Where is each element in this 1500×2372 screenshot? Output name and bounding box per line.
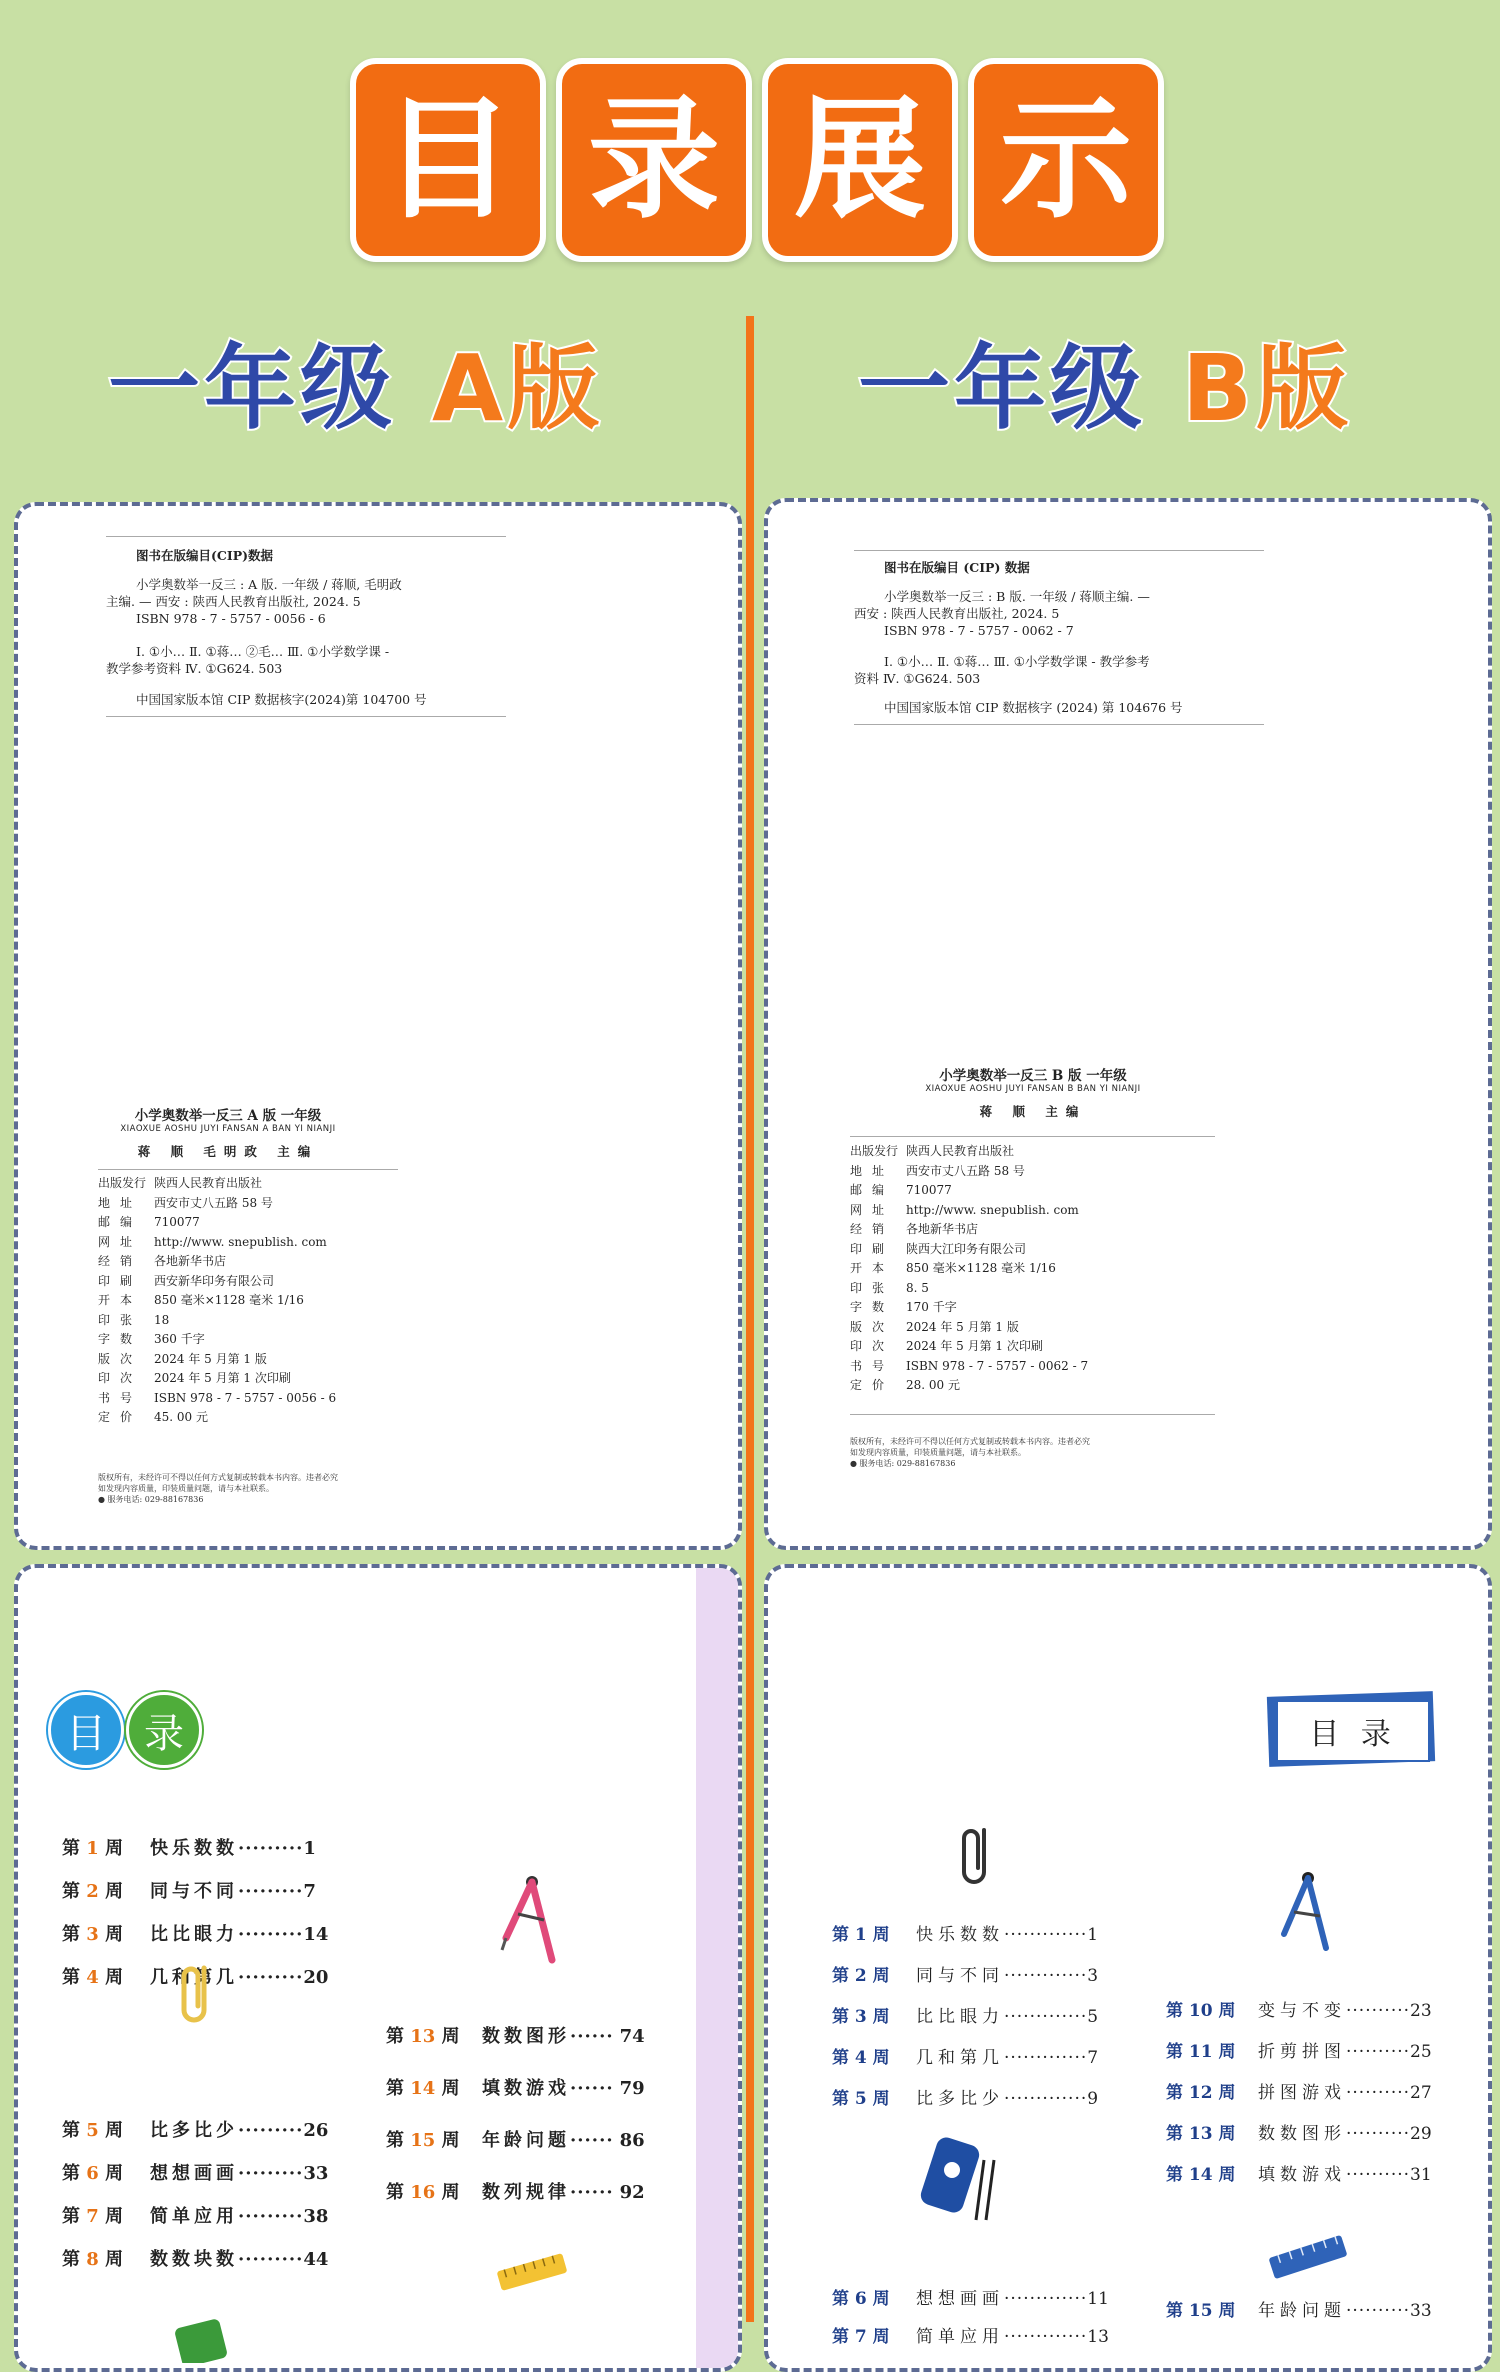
- toc-week: 第 15 周: [1166, 2301, 1236, 2321]
- cip-line: 西安 : 陕西人民教育出版社, 2024. 5: [854, 606, 1060, 621]
- info-value: 170 千字: [906, 1300, 957, 1314]
- service-phone: ● 服务电话: 029-88167836: [98, 1495, 204, 1504]
- toc-leader: ·········: [238, 2249, 304, 2270]
- info-row: [850, 1279, 1088, 1299]
- toc-entry[interactable]: [62, 2202, 328, 2228]
- toc-page-number: 27: [1410, 2083, 1432, 2103]
- toc-entry[interactable]: [386, 2178, 645, 2204]
- toc-leader: ·········: [238, 1967, 304, 1988]
- toc-week: 第 7 周: [62, 2206, 124, 2227]
- info-key: 邮编: [98, 1215, 143, 1229]
- toc-leader: ·········: [238, 1924, 304, 1945]
- info-row: [98, 1350, 336, 1370]
- week-number: 7: [86, 2206, 99, 2227]
- edition-a-heading: [108, 315, 603, 447]
- info-row: [850, 1376, 1088, 1396]
- toc-page-number: 20: [303, 1967, 329, 1988]
- publishing-info-a: [98, 1174, 336, 1428]
- toc-topic: 快乐数数: [150, 1838, 238, 1859]
- toc-leader: ··········: [1346, 2165, 1411, 2185]
- toc-topic: 数数图形: [482, 2026, 570, 2047]
- cip-line: ISBN 978 - 7 - 5757 - 0062 - 7: [884, 623, 1074, 638]
- info-value: 2024 年 5 月第 1 次印刷: [154, 1371, 291, 1385]
- cip-heading: 图书在版编目(CIP)数据: [136, 548, 274, 563]
- toc-leader: ·············: [1004, 2289, 1088, 2309]
- info-key: 版次: [850, 1319, 895, 1334]
- toc-leader: ··········: [1346, 2301, 1411, 2321]
- sharpener-icon: [914, 2120, 1024, 2230]
- info-key: 地址: [850, 1163, 895, 1178]
- cip-line: 教学参考资料 Ⅳ. ①G624. 503: [106, 661, 283, 676]
- book-title-block-b: [868, 1064, 1198, 1120]
- cip-page-b: [764, 498, 1492, 1550]
- toc-page-number: 86: [619, 2130, 645, 2151]
- toc-page-number: 31: [1410, 2165, 1432, 2185]
- book-title: 小学奥数举一反三 A 版 一年级: [134, 1108, 322, 1124]
- toc-page-b: [764, 1564, 1492, 2372]
- info-value: http://www. snepublish. com: [906, 1202, 1079, 1217]
- toc-entry[interactable]: [1166, 2296, 1432, 2321]
- toc-page-number: 3: [1087, 1966, 1099, 1986]
- toc-entry[interactable]: [62, 2159, 328, 2185]
- toc-page-number: 25: [1410, 2042, 1432, 2062]
- toc-week: 第 10 周: [1166, 2001, 1236, 2021]
- info-key: 书号: [850, 1358, 895, 1373]
- cip-line: ISBN 978 - 7 - 5757 - 0056 - 6: [136, 611, 326, 626]
- rule: [850, 1414, 1215, 1415]
- week-number: 3: [86, 1924, 99, 1945]
- info-key: 印刷: [850, 1241, 895, 1256]
- toc-leader: ··········: [1346, 2042, 1411, 2062]
- toc-week: 第 11 周: [1166, 2042, 1236, 2062]
- toc-week: 第 16 周: [386, 2182, 460, 2203]
- info-key: 版次: [98, 1351, 143, 1366]
- toc-page-a: [14, 1564, 742, 2372]
- toc-week: 第 3 周: [832, 2007, 890, 2027]
- cip-heading: 图书在版编目 (CIP) 数据: [884, 560, 1030, 575]
- edition-a-suffix: 版: [507, 335, 604, 442]
- toc-list-a: [18, 1568, 738, 2368]
- toc-topic: 年龄问题: [1258, 2301, 1346, 2321]
- toc-topic: 填数游戏: [1258, 2165, 1346, 2185]
- toc-leader: ··········: [1346, 2083, 1411, 2103]
- toc-page-number: 14: [303, 1924, 329, 1945]
- toc-leader: ······: [570, 2182, 614, 2203]
- info-key: 经销: [850, 1222, 895, 1236]
- toc-page-number: 11: [1087, 2289, 1109, 2309]
- toc-title-char: 录: [144, 1710, 184, 1757]
- toc-week: 第 6 周: [62, 2163, 124, 2184]
- toc-page-number: 38: [303, 2206, 329, 2227]
- toc-topic: 数数图形: [1258, 2124, 1346, 2144]
- toc-page-number: 92: [619, 2182, 645, 2203]
- cip-line: 小学奥数举一反三 : A 版. 一年级 / 蒋顺, 毛明政: [136, 577, 402, 592]
- toc-entry[interactable]: [62, 1877, 316, 1903]
- copyright-notice-a: [98, 1472, 478, 1505]
- toc-page-number: 29: [1410, 2124, 1432, 2144]
- book-title: 小学奥数举一反三 B 版 一年级: [939, 1068, 1127, 1084]
- toc-entry[interactable]: [1166, 1996, 1432, 2021]
- cip-line: Ⅰ. ①小… Ⅱ. ①蒋… Ⅲ. ①小学数学课 - 教学参考: [884, 654, 1150, 669]
- toc-topic: 想想画画: [916, 2289, 1004, 2309]
- compass-icon: [1272, 1868, 1342, 1958]
- toc-leader: ······: [570, 2130, 614, 2151]
- info-key: 定价: [850, 1378, 895, 1392]
- info-key: 定价: [98, 1410, 143, 1424]
- week-number: 8: [86, 2249, 99, 2270]
- center-divider: [746, 316, 754, 2322]
- info-row: [98, 1272, 336, 1292]
- toc-entry[interactable]: [1166, 2078, 1432, 2103]
- toc-topic: 变与不变: [1258, 2001, 1346, 2021]
- info-value: 陕西大江印务有限公司: [906, 1241, 1027, 1256]
- toc-topic: 比比眼力: [916, 2007, 1004, 2027]
- info-key: 印次: [850, 1339, 895, 1353]
- toc-week: 第 13 周: [1166, 2124, 1236, 2144]
- info-value: 2024 年 5 月第 1 版: [906, 1319, 1019, 1334]
- banner-char: 目: [382, 83, 514, 237]
- info-key: 印张: [850, 1280, 895, 1295]
- info-key: 邮编: [850, 1183, 895, 1197]
- toc-topic: 同与不同: [916, 1966, 1004, 1986]
- cip-line: 资料 Ⅳ. ①G624. 503: [854, 671, 981, 686]
- toc-leader: ·············: [1004, 2007, 1088, 2027]
- info-row: [850, 1181, 1088, 1201]
- edition-b-heading: [858, 315, 1352, 447]
- toc-entry[interactable]: [62, 1920, 328, 1946]
- info-key: 地址: [98, 1195, 143, 1210]
- toc-leader: ·········: [238, 2120, 304, 2141]
- info-key: 出版发行: [98, 1176, 147, 1190]
- toc-topic: 简单应用: [150, 2206, 238, 2227]
- toc-entry[interactable]: [62, 2245, 328, 2271]
- toc-week: 第 14 周: [386, 2078, 460, 2099]
- toc-week: 第 1 周: [832, 1925, 890, 1945]
- info-value: 28. 00 元: [906, 1378, 960, 1392]
- info-row: [850, 1162, 1088, 1182]
- info-row: [98, 1291, 336, 1311]
- toc-title-text: 目 录: [1309, 1717, 1397, 1752]
- publishing-info-b: [850, 1142, 1088, 1396]
- book-editors: 蒋 顺 主编: [979, 1104, 1087, 1119]
- banner-char: 录: [588, 83, 720, 237]
- toc-leader: ·············: [1004, 1925, 1088, 1945]
- info-value: 18: [154, 1312, 170, 1327]
- toc-entry[interactable]: [1166, 2160, 1432, 2185]
- info-row: [850, 1337, 1088, 1357]
- info-key: 开本: [850, 1261, 895, 1275]
- info-value: http://www. snepublish. com: [154, 1234, 327, 1249]
- toc-week: 第 2 周: [832, 1966, 890, 1986]
- ruler-icon: [1264, 2228, 1354, 2288]
- info-row: [98, 1369, 336, 1389]
- rule: [98, 1169, 398, 1170]
- cip-page-a: [14, 502, 742, 1550]
- info-value: 360 千字: [154, 1332, 205, 1346]
- info-value: 西安市丈八五路 58 号: [906, 1163, 1025, 1178]
- info-value: 各地新华书店: [906, 1222, 979, 1236]
- toc-week: 第 5 周: [832, 2089, 890, 2109]
- toc-topic: 数数块数: [150, 2249, 238, 2270]
- info-row: [850, 1240, 1088, 1260]
- info-value: 陕西人民教育出版社: [906, 1144, 1015, 1158]
- book-title-pinyin: XIAOXUE AOSHU JUYI FANSAN A BAN YI NIANJI: [120, 1124, 336, 1134]
- week-number: 6: [86, 2163, 99, 2184]
- toc-topic: 数列规律: [482, 2182, 570, 2203]
- week-number: 5: [86, 2120, 99, 2141]
- toc-entry[interactable]: [832, 1961, 1098, 1986]
- toc-leader: ·············: [1004, 2327, 1088, 2347]
- info-value: 2024 年 5 月第 1 次印刷: [906, 1339, 1043, 1353]
- toc-leader: ······: [570, 2078, 614, 2099]
- toc-page-number: 79: [619, 2078, 645, 2099]
- cip-block-a: [106, 536, 506, 717]
- toc-page-number: 1: [1087, 1925, 1099, 1945]
- toc-page-number: 5: [1087, 2007, 1099, 2027]
- toc-entry[interactable]: [62, 2116, 328, 2142]
- edition-a-letter: A: [432, 335, 508, 442]
- paperclip-icon: [954, 1820, 998, 1890]
- rule: [106, 536, 506, 537]
- edition-a-prefix: 一年级: [108, 335, 397, 442]
- toc-entry[interactable]: [832, 2002, 1098, 2027]
- info-row: [98, 1213, 336, 1233]
- toc-leader: ·········: [238, 1881, 304, 1902]
- cip-line: 中国国家版本馆 CIP 数据核字 (2024) 第 104676 号: [884, 700, 1183, 715]
- info-row: [98, 1174, 336, 1194]
- fine-line: 如发现内容质量，印装质量问题，请与本社联系。: [98, 1484, 274, 1493]
- copyright-notice-b: [850, 1436, 1230, 1469]
- edition-b-suffix: 版: [1256, 335, 1353, 442]
- toc-week: 第 2 周: [62, 1881, 124, 1902]
- info-row: [850, 1318, 1088, 1338]
- info-key: 网址: [850, 1202, 895, 1217]
- info-key: 经销: [98, 1254, 143, 1268]
- info-key: 字数: [98, 1332, 143, 1346]
- toc-week: 第 13 周: [386, 2026, 460, 2047]
- toc-title-char: 目: [66, 1710, 106, 1757]
- toc-topic: 几和第几: [916, 2048, 1004, 2068]
- service-phone: ● 服务电话: 029-88167836: [850, 1459, 956, 1468]
- week-number: 16: [410, 2182, 436, 2203]
- toc-page-number: 74: [619, 2026, 645, 2047]
- toc-entry[interactable]: [1166, 2037, 1432, 2062]
- toc-week: 第 6 周: [832, 2289, 890, 2309]
- toc-topic: 同与不同: [150, 1881, 238, 1902]
- toc-leader: ·············: [1004, 2089, 1088, 2109]
- toc-topic: 折剪拼图: [1258, 2042, 1346, 2062]
- toc-entry[interactable]: [832, 2322, 1109, 2347]
- compass-icon: [492, 1868, 572, 1968]
- paperclip-icon: [174, 1958, 218, 2028]
- info-key: 印刷: [98, 1273, 143, 1288]
- info-value: 710077: [906, 1183, 952, 1197]
- toc-page-number: 23: [1410, 2001, 1432, 2021]
- toc-week: 第 7 周: [832, 2327, 890, 2347]
- info-row: [850, 1220, 1088, 1240]
- cip-line: Ⅰ. ①小… Ⅱ. ①蒋… ②毛… Ⅲ. ①小学数学课 -: [136, 644, 390, 659]
- banner-tile-3: [762, 58, 958, 262]
- banner-tile-2: [556, 58, 752, 262]
- week-number: 14: [410, 2078, 436, 2099]
- info-row: [98, 1252, 336, 1272]
- toc-page-number: 7: [1087, 2048, 1099, 2068]
- toc-week: 第 15 周: [386, 2130, 460, 2151]
- edition-b-letter: B: [1182, 335, 1257, 442]
- toc-leader: ·········: [238, 2163, 304, 2184]
- toc-leader: ·········: [238, 2206, 304, 2227]
- info-value: 710077: [154, 1215, 200, 1229]
- week-number: 15: [410, 2130, 436, 2151]
- info-key: 出版发行: [850, 1144, 899, 1158]
- toc-page-number: 9: [1087, 2089, 1099, 2109]
- toc-leader: ··········: [1346, 2001, 1411, 2021]
- toc-topic: 填数游戏: [482, 2078, 570, 2099]
- info-value: 各地新华书店: [154, 1254, 227, 1268]
- fine-line: 版权所有，未经许可不得以任何方式复制或转载本书内容。违者必究: [98, 1473, 338, 1482]
- toc-entry[interactable]: [386, 2022, 645, 2048]
- banner-tile-4: [968, 58, 1164, 262]
- toc-page-number: 13: [1087, 2327, 1109, 2347]
- toc-page-number: 7: [303, 1881, 316, 1902]
- toc-week: 第 12 周: [1166, 2083, 1236, 2103]
- book-title-block-a: [78, 1104, 378, 1160]
- toc-week: 第 3 周: [62, 1924, 124, 1945]
- ruler-icon: [492, 2248, 572, 2298]
- week-number: 13: [410, 2026, 436, 2047]
- info-row: [850, 1357, 1088, 1377]
- rule: [854, 550, 1264, 551]
- info-row: [98, 1233, 336, 1253]
- toc-topic: 想想画画: [150, 2163, 238, 2184]
- toc-week: 第 5 周: [62, 2120, 124, 2141]
- cip-block-b: [854, 550, 1264, 725]
- toc-page-number: 33: [303, 2163, 329, 2184]
- toc-leader: ·········: [238, 1838, 304, 1859]
- week-number: 1: [86, 1838, 99, 1859]
- toc-topic: 拼图游戏: [1258, 2083, 1346, 2103]
- info-value: 2024 年 5 月第 1 版: [154, 1351, 267, 1366]
- banner-tile-1: [350, 58, 546, 262]
- fine-line: 如发现内容质量，印装质量问题，请与本社联系。: [850, 1448, 1026, 1457]
- toc-leader: ·············: [1004, 2048, 1088, 2068]
- toc-entry[interactable]: [832, 2084, 1098, 2109]
- toc-topic: 年龄问题: [482, 2130, 570, 2151]
- info-value: ISBN 978 - 7 - 5757 - 0056 - 6: [154, 1390, 337, 1405]
- toc-entry[interactable]: [832, 1920, 1098, 1945]
- book-editors: 蒋 顺 毛明政 主编: [137, 1144, 319, 1159]
- toc-entry[interactable]: [386, 2074, 645, 2100]
- fine-line: 版权所有，未经许可不得以任何方式复制或转载本书内容。违者必究: [850, 1437, 1090, 1446]
- info-row: [850, 1142, 1088, 1162]
- info-row: [98, 1330, 336, 1350]
- toc-topic: 比多比少: [916, 2089, 1004, 2109]
- info-key: 网址: [98, 1234, 143, 1249]
- banner-char: 展: [794, 83, 926, 237]
- toc-entry[interactable]: [1166, 2119, 1432, 2144]
- info-value: 西安市丈八五路 58 号: [154, 1195, 273, 1210]
- toc-entry[interactable]: [386, 2126, 645, 2152]
- edition-b-prefix: 一年级: [858, 335, 1147, 442]
- toc-week: 第 8 周: [62, 2249, 124, 2270]
- banner-char: 示: [1000, 83, 1132, 237]
- info-row: [98, 1194, 336, 1214]
- toc-leader: ··········: [1346, 2124, 1411, 2144]
- info-row: [98, 1389, 336, 1409]
- rule: [106, 716, 506, 717]
- toc-page-number: 33: [1410, 2301, 1432, 2321]
- info-key: 书号: [98, 1390, 143, 1405]
- toc-week: 第 4 周: [62, 1967, 124, 1988]
- info-key: 印张: [98, 1312, 143, 1327]
- info-key: 开本: [98, 1293, 143, 1307]
- info-key: 印次: [98, 1371, 143, 1385]
- toc-week: 第 4 周: [832, 2048, 890, 2068]
- toc-leader: ······: [570, 2026, 614, 2047]
- toc-topic: 快乐数数: [916, 1925, 1004, 1945]
- cip-line: 主编. — 西安 : 陕西人民教育出版社, 2024. 5: [106, 594, 361, 609]
- toc-entry[interactable]: [832, 2043, 1098, 2068]
- toc-page-number: 1: [303, 1838, 316, 1859]
- toc-page-number: 26: [303, 2120, 329, 2141]
- toc-week: 第 1 周: [62, 1838, 124, 1859]
- toc-entry[interactable]: [832, 2284, 1109, 2309]
- info-value: 8. 5: [906, 1280, 929, 1295]
- toc-topic: 比多比少: [150, 2120, 238, 2141]
- info-value: 陕西人民教育出版社: [154, 1176, 263, 1190]
- book-title-pinyin: XIAOXUE AOSHU JUYI FANSAN B BAN YI NIANJI: [925, 1084, 1141, 1094]
- toc-list-b: [768, 1568, 1488, 2368]
- info-row: [98, 1311, 336, 1331]
- week-number: 4: [86, 1967, 99, 1988]
- toc-entry[interactable]: [62, 1834, 316, 1860]
- info-row: [850, 1259, 1088, 1279]
- info-value: ISBN 978 - 7 - 5757 - 0062 - 7: [906, 1358, 1089, 1373]
- info-value: 850 毫米×1128 毫米 1/16: [154, 1293, 304, 1307]
- cip-line: 小学奥数举一反三 : B 版. 一年级 / 蒋顺主编. —: [884, 589, 1150, 604]
- info-key: 字数: [850, 1300, 895, 1314]
- rule: [854, 724, 1264, 725]
- info-value: 西安新华印务有限公司: [154, 1273, 275, 1288]
- info-value: 45. 00 元: [154, 1410, 208, 1424]
- eraser-icon: [168, 2303, 238, 2363]
- toc-leader: ·············: [1004, 1966, 1088, 1986]
- toc-topic: 比比眼力: [150, 1924, 238, 1945]
- toc-topic: 几和第几: [150, 1967, 238, 1988]
- toc-week: 第 14 周: [1166, 2165, 1236, 2185]
- rule: [850, 1136, 1215, 1137]
- toc-page-number: 44: [303, 2249, 329, 2270]
- info-value: 850 毫米×1128 毫米 1/16: [906, 1261, 1056, 1275]
- cip-line: 中国国家版本馆 CIP 数据核字(2024)第 104700 号: [136, 692, 427, 707]
- info-row: [850, 1298, 1088, 1318]
- week-number: 2: [86, 1881, 99, 1902]
- info-row: [850, 1201, 1088, 1221]
- info-row: [98, 1408, 336, 1428]
- toc-topic: 简单应用: [916, 2327, 1004, 2347]
